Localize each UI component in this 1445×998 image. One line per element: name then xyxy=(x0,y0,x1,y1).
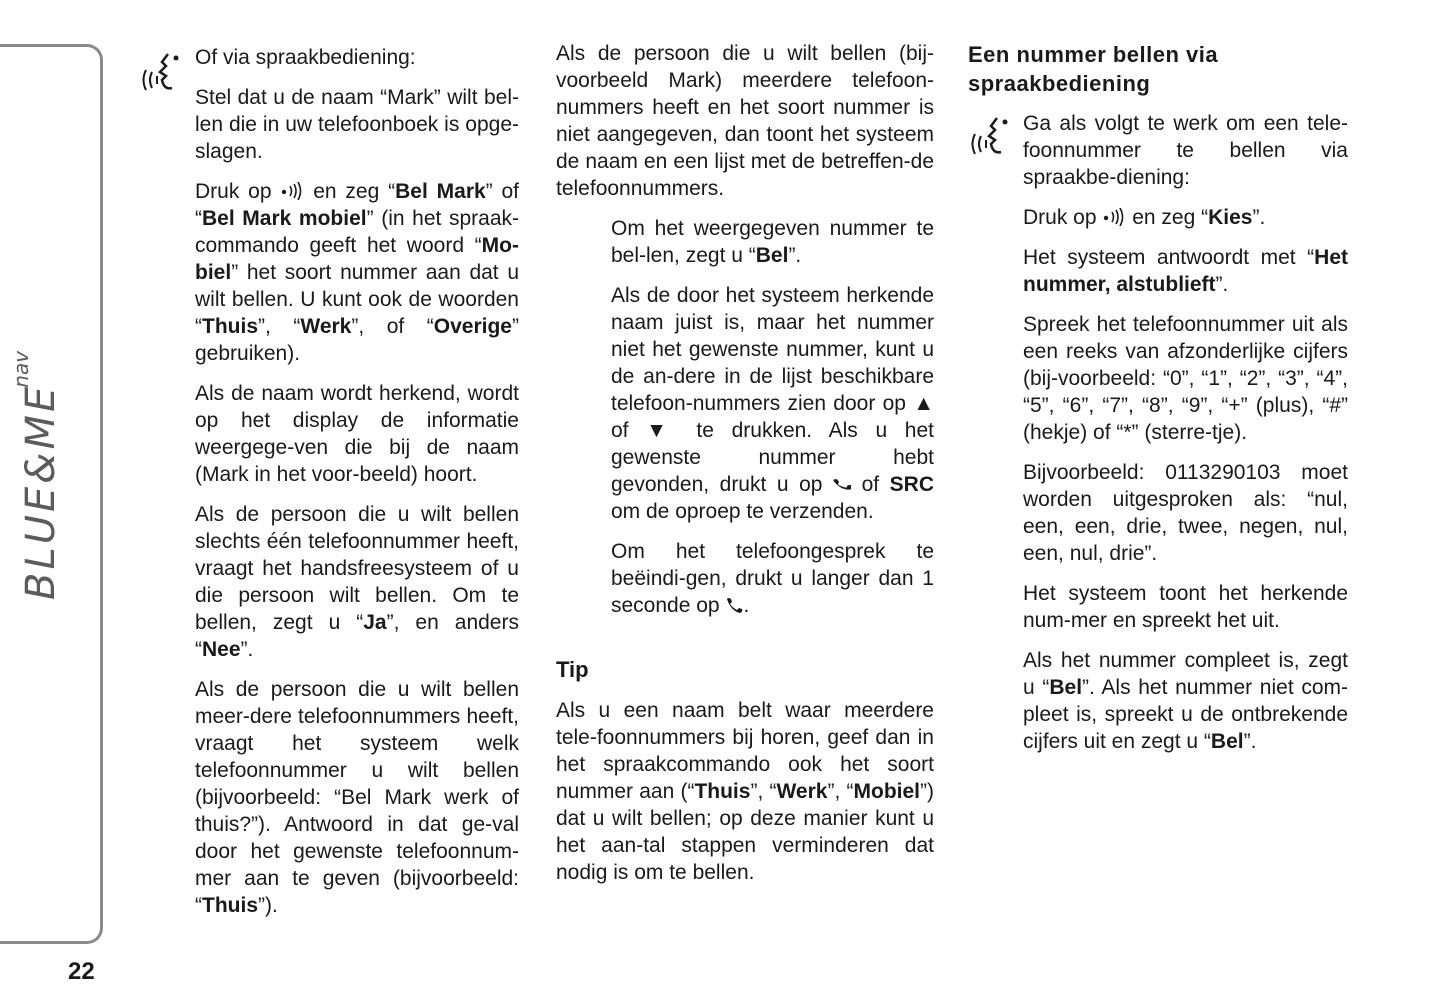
tip-heading: Tip xyxy=(556,657,589,682)
up-arrow-icon: ▲ xyxy=(913,392,934,415)
tip-text: Als u een naam belt waar meerdere tele-foonnummers bij horen, geef dan in het spraakcommando ook het soort nummer aan (“Thuis”, “Werk”, “Mobiel”) dat u wilt bellen; op deze manier kunt u het aan-tal stappen verminderen dat nodig is om te bellen. xyxy=(556,699,934,884)
column-1 xyxy=(195,44,519,932)
talk-button-icon xyxy=(1102,208,1126,226)
paragraph: Om het telefoongesprek te beëindi-gen, drukt u langer dan 1 seconde op . xyxy=(611,540,934,617)
phone-icon xyxy=(833,475,851,493)
page-number: 22 xyxy=(68,958,95,985)
paragraph: Om het weergegeven nummer te bel-len, zegt u “Bel”. xyxy=(611,217,934,267)
brand-logo xyxy=(9,350,64,600)
brand-main: BLUE&ME xyxy=(18,383,64,600)
paragraph: Spreek het telefoonnummer uit als een reeks van afzonderlijke cijfers (bij-voorbeeld: “0”, “1”, “2”, “3”, “4”, “5”, “6”, “7”, “8”, “9”, “+” (plus), “#” (hekje) of “*” (sterre-tje). xyxy=(1023,313,1348,444)
column-2 xyxy=(556,40,934,899)
paragraph: Druk op en zeg “Kies”. xyxy=(1023,206,1266,229)
paragraph: Als het nummer compleet is, zegt u “Bel”. Als het nummer niet com-pleet is, spreekt u de ontbrekende cijfers uit en zegt u “Bel”. xyxy=(1023,649,1349,753)
column-3 xyxy=(968,40,1348,768)
talk-button-icon xyxy=(280,182,304,200)
intro-text: Of via spraakbediening: xyxy=(195,46,416,69)
intro-text: Ga als volgt te werk om een tele-foonnummer te bellen via spraakbe-diening: xyxy=(1023,112,1348,189)
paragraph: Als de door het systeem herkende naam juist is, maar het nummer niet het gewenste nummer, kunt u de an-dere in de lijst beschikbare telefoon-nummers zien door op ▲ of ▼ te drukken. Als u het gewenste nummer hebt gevonden, drukt u op of SRC om de oproep te verzenden. xyxy=(611,284,934,523)
paragraph: Het systeem antwoordt met “Het nummer, alstublieft”. xyxy=(1023,246,1348,296)
voice-command-icon xyxy=(138,50,180,94)
paragraph: Als de persoon die u wilt bellen (bij-voorbeeld Mark) meerdere telefoon-nummers heeft en het soort nummer is niet aangegeven, dan toont het systeem de naam en een lijst met de betreffen-de telefoonnummers. xyxy=(556,42,934,200)
paragraph: Druk op en zeg “Bel Mark” of “Bel Mark mobiel” (in het spraak-commando geeft het woord “Mo-biel” het soort nummer aan dat u wilt bellen. U kunt ook de woorden “Thuis”, “Werk”, of “Overige” gebruiken). xyxy=(195,180,520,365)
paragraph: Het systeem toont het herkende num-mer en spreekt het uit. xyxy=(1023,582,1348,632)
down-arrow-icon: ▼ xyxy=(646,419,679,442)
paragraph: Stel dat u de naam “Mark” wilt bel-len die in uw telefoonboek is opge-slagen. xyxy=(195,86,519,163)
paragraph: Als de persoon die u wilt bellen slechts één telefoonnummer heeft, vraagt het handsfreesysteem of u die persoon wilt bellen. Om te bellen, zegt u “Ja”, en anders “Nee”. xyxy=(195,503,519,661)
paragraph: Als de persoon die u wilt bellen meer-dere telefoonnummers heeft, vraagt het systeem welk telefoonnummer u wilt bellen (bijvoorbeeld: “Bel Mark werk of thuis?”). Antwoord in dat ge-val door het gewenste telefoonnum-mer aan te geven (bijvoorbeeld: “Thuis”). xyxy=(195,678,519,917)
section-heading: Een nummer bellen via spraakbediening xyxy=(968,42,1219,96)
phone-icon xyxy=(725,596,743,614)
paragraph: Bijvoorbeeld: 0113290103 moet worden uitgesproken als: “nul, een, een, drie, twee, negen, nul, een, nul, drie”. xyxy=(1023,461,1348,565)
brand-sub: nav xyxy=(9,350,33,388)
paragraph: Als de naam wordt herkend, wordt op het display de informatie weergege-ven die bij de naam (Mark in het voor-beeld) hoort. xyxy=(195,382,519,486)
